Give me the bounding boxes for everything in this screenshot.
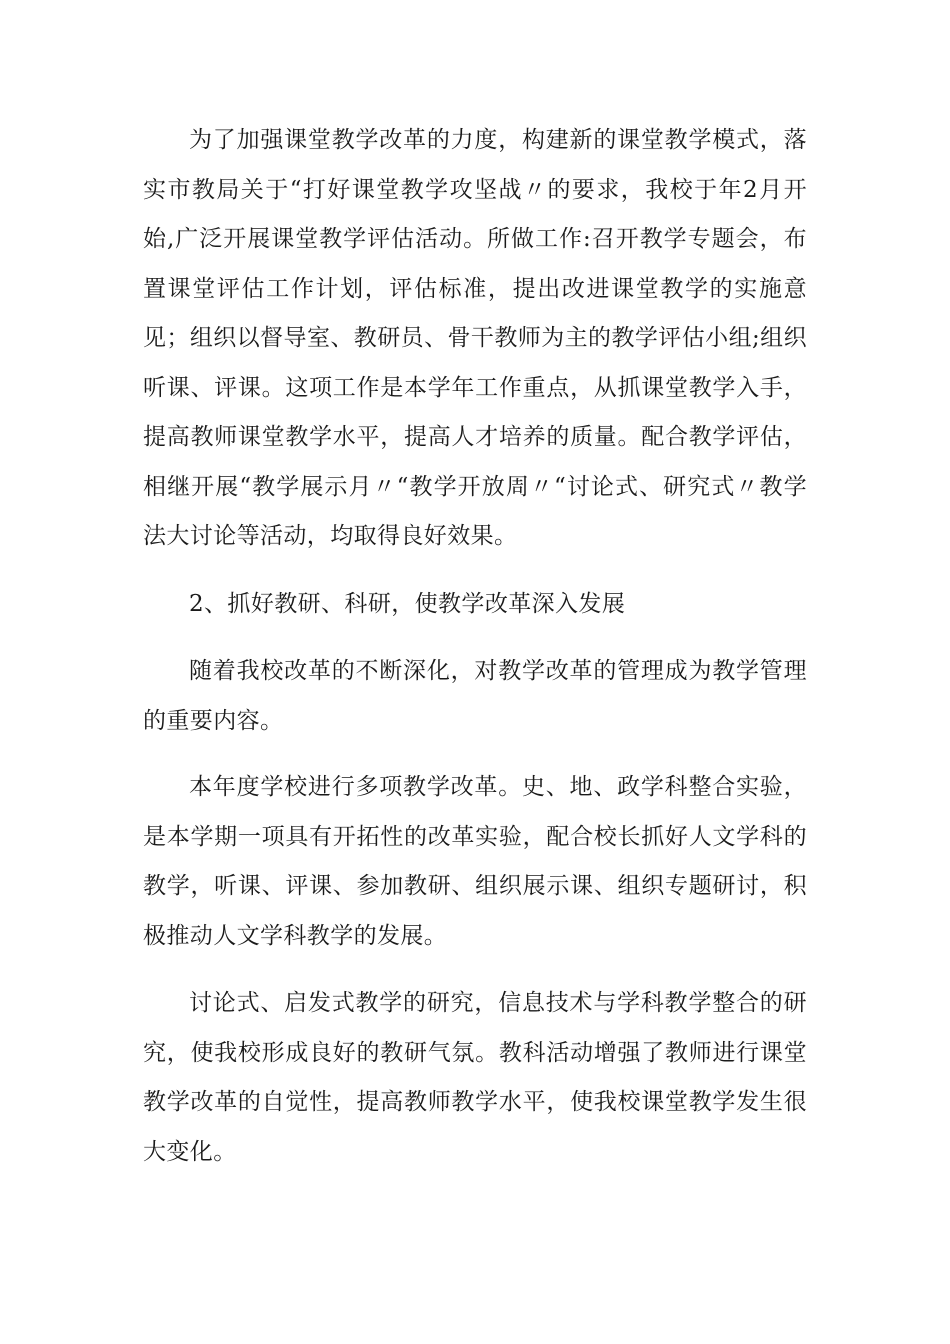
paragraph-teaching-research: 讨论式、启发式教学的研究，信息技术与学科教学整合的研究，使我校形成良好的教研气氛。教科活动增强了教师进行课堂教学改革的自觉性，提高教师教学水平，使我校课堂教学发生很大变化。 (143, 990, 807, 1165)
paragraph-reform-management: 随着我校改革的不断深化，对教学改革的管理成为教学管理的重要内容。 (143, 658, 807, 734)
paragraph-subject-integration: 本年度学校进行多项教学改革。史、地、政学科整合实验，是本学期一项具有开拓性的改革实验，配合校长抓好人文学科的教学，听课、评课、参加教研、组织展示课、组织专题研讨，积极推动人文学科教学的发展。 (143, 774, 807, 949)
paragraph-classroom-evaluation: 为了加强课堂教学改革的力度，构建新的课堂教学模式，落实市教局关于“打好课堂教学攻坚战〃的要求，我校于年2月开始,广泛开展课堂教学评估活动。所做工作:召开教学专题会，布置课堂评估工作计划，评估标准，提出改进课堂教学的实施意见；组织以督导室、教研员、骨干教师为主的教学评估小组;组织听课、评课。这项工作是本学年工作重点，从抓课堂教学入手，提高教师课堂教学水平，提高人才培养的质量。配合教学评估，相继开展“教学展示月〃“教学开放周〃“讨论式、研究式〃教学法大讨论等活动，均取得良好效果。 (143, 127, 807, 549)
section-heading-research: 2、抓好教研、科研，使教学改革深入发展 (189, 591, 626, 617)
